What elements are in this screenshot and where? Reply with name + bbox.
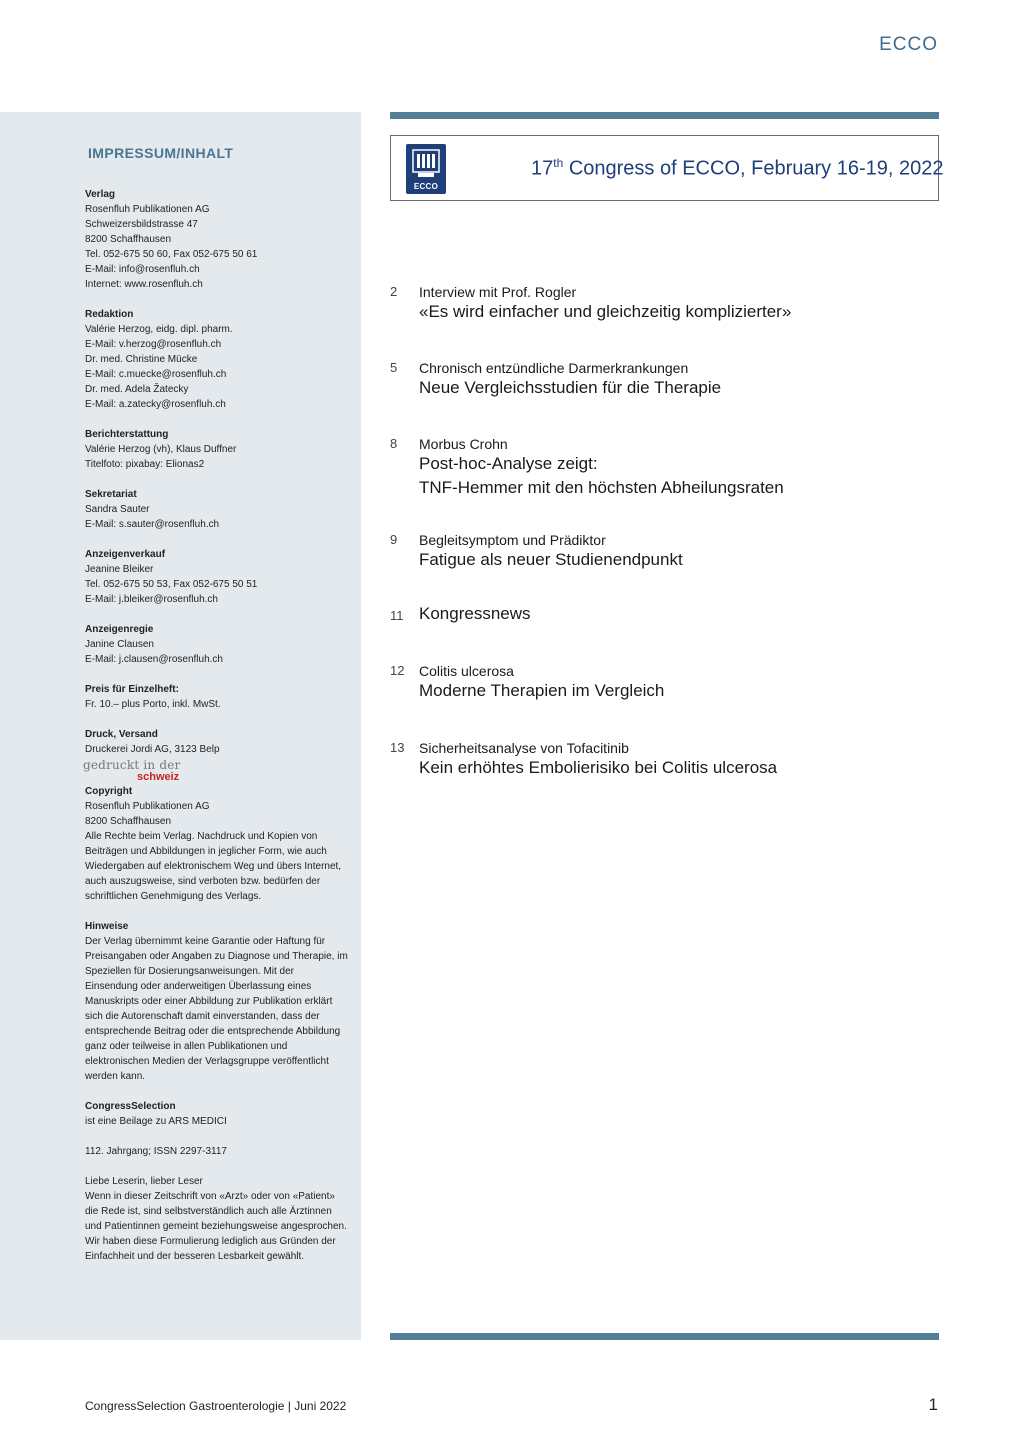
- impressum-line: Druckerei Jordi AG, 3123 Belp: [85, 744, 220, 755]
- impressum-line: Dr. med. Christine Mücke: [85, 354, 198, 365]
- impressum-line: E-Mail: j.clausen@rosenfluh.ch: [85, 654, 223, 665]
- section-tag: ECCO: [879, 34, 938, 55]
- jahrgang-block: [85, 1144, 349, 1159]
- toc-title-line: Post-hoc-Analyse zeigt:: [419, 454, 598, 473]
- footer-publication: CongressSelection Gastroenterologie | Juni 2022: [85, 1399, 347, 1413]
- toc-page-number: 9: [390, 532, 398, 547]
- impressum-line: E-Mail: s.sauter@rosenfluh.ch: [85, 519, 220, 530]
- hinweise-head: Hinweise: [85, 921, 129, 932]
- toc-title: [419, 602, 531, 626]
- impressum-line: E-Mail: v.herzog@rosenfluh.ch: [85, 339, 222, 350]
- impressum-block: [85, 487, 349, 532]
- impressum-line: 8200 Schaffhausen: [85, 234, 172, 245]
- impressum-line: Valérie Herzog, eidg. dipl. pharm.: [85, 324, 233, 335]
- toc-kicker: Begleitsymptom und Prädiktor: [419, 532, 606, 548]
- swiss-logo-line1: gedruckt in der: [83, 758, 181, 772]
- copyright-line: Rosenfluh Publikationen AG: [85, 801, 210, 812]
- jahrgang-line: 112. Jahrgang; ISSN 2297-3117: [85, 1146, 227, 1157]
- banner-text: Congress of ECCO, February 16-19, 2022: [563, 157, 944, 180]
- congress-block: [85, 1099, 349, 1129]
- toc-title: [419, 452, 784, 500]
- impressum-line: E-Mail: j.bleiker@rosenfluh.ch: [85, 594, 218, 605]
- toc-title: [419, 679, 664, 703]
- impressum-block: [85, 187, 349, 292]
- impressum-line: Sandra Sauter: [85, 504, 150, 515]
- ecco-logo-icon: [406, 144, 446, 194]
- impressum-block-head: Druck, Versand: [85, 729, 158, 740]
- toc-kicker: Chronisch entzündliche Darmerkrankungen: [419, 360, 689, 376]
- toc-title: [419, 300, 791, 324]
- impressum-block-head: Anzeigenverkauf: [85, 549, 166, 560]
- toc-kicker: Morbus Crohn: [419, 436, 508, 452]
- impressum-block-head: Preis für Einzelheft:: [85, 684, 179, 695]
- toc-kicker: Colitis ulcerosa: [419, 663, 514, 679]
- impressum-line: Fr. 10.– plus Porto, inkl. MwSt.: [85, 699, 221, 710]
- impressum-line: Titelfoto: pixabay: Elionas2: [85, 459, 205, 470]
- toc-title-line: Kein erhöhtes Embolierisiko bei Colitis ulcerosa: [419, 758, 778, 777]
- impressum-block-head: Redaktion: [85, 309, 134, 320]
- toc-title-line: Neue Vergleichsstudien für die Therapie: [419, 378, 722, 397]
- toc-page-number: 13: [390, 740, 405, 755]
- footer-page-number: 1: [928, 1395, 938, 1414]
- impressum-block-head: Berichterstattung: [85, 429, 169, 440]
- impressum-line: Tel. 052-675 50 60, Fax 052-675 50 61: [85, 249, 258, 260]
- toc-page-number: 8: [390, 436, 398, 451]
- impressum-block-head: Anzeigenregie: [85, 624, 154, 635]
- banner-ordinal: 17: [531, 157, 554, 180]
- ecco-congress-banner: [390, 135, 944, 201]
- banner-ordinal-suffix: th: [553, 156, 564, 170]
- impressum-line: E-Mail: c.muecke@rosenfluh.ch: [85, 369, 227, 380]
- impressum-block: [85, 547, 349, 607]
- toc-kicker: Interview mit Prof. Rogler: [419, 284, 577, 300]
- toc-page-number: 2: [390, 284, 398, 299]
- impressum-block: [85, 307, 349, 412]
- impressum-block: [85, 727, 349, 757]
- impressum-block: [85, 682, 349, 712]
- toc-page-number: 12: [390, 663, 405, 678]
- impressum-line: E-Mail: a.zatecky@rosenfluh.ch: [85, 399, 226, 410]
- hinweise-text: Der Verlag übernimmt keine Garantie oder Haftung für Preisangaben oder Angaben zu Diagnose und Therapie, im Speziellen für Dosierungsanweisungen. Mit der Einsendung oder anderweitigen Überlassung eines Manuskripts oder einer Abbildung zur Publikation erklärt sich die Autorenschaft damit einverstanden, dass der entsprechende Beitrag oder die entsprechende Abbildung ganz oder teilweise in allen Publikationen und elektronischen Medien der Verlagsgruppe veröffentlicht werden kann.: [85, 936, 348, 1082]
- impressum-line: Schweizersbildstrasse 47: [85, 219, 198, 230]
- ecco-logo-text: ECCO: [413, 182, 439, 191]
- copyright-line: 8200 Schaffhausen: [85, 816, 172, 827]
- swiss-logo-line2: schweiz: [137, 771, 180, 783]
- sidebar-title: IMPRESSUM/INHALT: [88, 145, 234, 161]
- copyright-head: Copyright: [85, 786, 133, 797]
- impressum-line: Rosenfluh Publikationen AG: [85, 204, 210, 215]
- impressum-block-head: Sekretariat: [85, 489, 137, 500]
- toc-title: [419, 756, 777, 780]
- impressum-block-head: Verlag: [85, 189, 116, 200]
- impressum-line: Jeanine Bleiker: [85, 564, 154, 575]
- toc-title: [419, 376, 721, 400]
- impressum-line: Internet: www.rosenfluh.ch: [85, 279, 203, 290]
- toc-title-line: TNF-Hemmer mit den höchsten Abheilungsraten: [419, 478, 784, 497]
- toc-page-number: 5: [390, 360, 398, 375]
- impressum-line: Janine Clausen: [85, 639, 154, 650]
- reader-note-block: [85, 1174, 349, 1264]
- toc-title-line: Kongressnews: [419, 604, 531, 623]
- toc-title-line: «Es wird einfacher und gleichzeitig komplizierter»: [419, 302, 792, 321]
- reader-salutation: Liebe Leserin, lieber Leser: [85, 1176, 203, 1187]
- top-accent-bar: [390, 112, 939, 119]
- impressum-blocks: [85, 187, 349, 757]
- copyright-block: [85, 784, 349, 904]
- toc-kicker: Sicherheitsanalyse von Tofacitinib: [419, 740, 629, 756]
- banner-title: [531, 156, 943, 181]
- bottom-accent-bar: [390, 1333, 939, 1340]
- reader-note-text: Wenn in dieser Zeitschrift von «Arzt» oder von «Patient» die Rede ist, sind selbstverständlich auch alle Ärztinnen und Patientinnen gemeint beziehungsweise angesprochen. Wir haben diese Formulierung lediglich aus Gründen der Einfachheit und der besseren Lesbarkeit gewählt.: [85, 1191, 347, 1262]
- toc-page-number: 11: [390, 608, 404, 623]
- impressum-block: [85, 622, 349, 667]
- impressum-sidebar: [0, 112, 361, 1340]
- impressum-line: E-Mail: info@rosenfluh.ch: [85, 264, 200, 275]
- printed-in-switzerland-logo: [85, 758, 349, 792]
- impressum-line: Valérie Herzog (vh), Klaus Duffner: [85, 444, 237, 455]
- impressum-block: [85, 427, 349, 472]
- toc-title-line: Fatigue als neuer Studienendpunkt: [419, 550, 683, 569]
- copyright-text: Alle Rechte beim Verlag. Nachdruck und Kopien von Beiträgen und Abbildungen in jeglicher Form, wie auch Wiedergaben auf elektronischem Weg und übers Internet, auch auszugsweise, sind verboten bzw. bedürfen der schriftlichen Genehmigung des Verlags.: [85, 831, 342, 902]
- congress-line: ist eine Beilage zu ARS MEDICI: [85, 1116, 227, 1127]
- toc-title: [419, 548, 683, 572]
- congress-head: CongressSelection: [85, 1101, 176, 1112]
- impressum-line: Dr. med. Adela Žatecky: [85, 384, 189, 395]
- toc-title-line: Moderne Therapien im Vergleich: [419, 681, 665, 700]
- impressum-line: Tel. 052-675 50 53, Fax 052-675 50 51: [85, 579, 258, 590]
- hinweise-block: [85, 919, 349, 1084]
